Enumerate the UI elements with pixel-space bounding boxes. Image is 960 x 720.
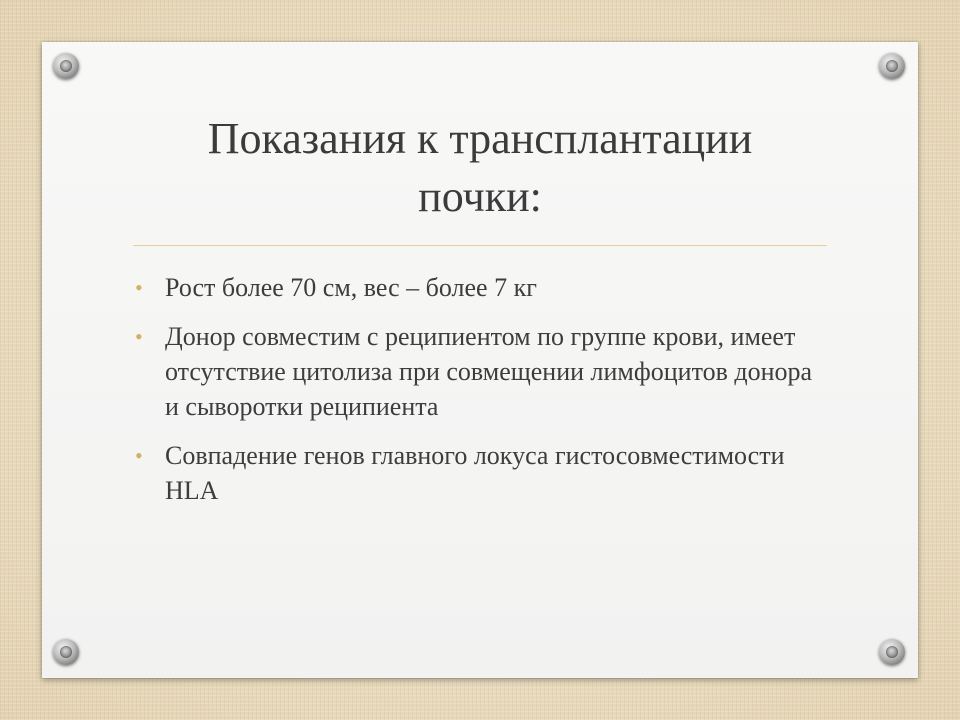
title-divider <box>133 245 827 246</box>
slide-title-line-1: Показания к трансплантации <box>207 114 753 163</box>
bullet-text: Рост более 70 см, вес – более 7 кг <box>165 273 537 302</box>
pin-icon <box>879 639 905 665</box>
bullet-item <box>135 438 815 508</box>
bullet-list <box>135 270 815 522</box>
slide-title <box>133 110 827 226</box>
bullet-item <box>135 270 815 305</box>
pin-icon <box>53 53 79 79</box>
bullet-item <box>135 319 815 424</box>
bullet-icon: • <box>135 443 143 468</box>
bullet-icon: • <box>135 275 143 300</box>
bullet-text: Донор совместим с реципиентом по группе крови, имеет отсутствие цитолиза при совмещении лимфоцитов донора и сыворотки реципиента <box>165 322 813 421</box>
pin-icon <box>879 53 905 79</box>
bullet-text: Совпадение генов главного локуса гистосовместимости HLA <box>165 441 785 505</box>
bullet-icon: • <box>135 324 143 349</box>
pin-icon <box>53 639 79 665</box>
slide-title-line-2: почки: <box>418 172 542 221</box>
